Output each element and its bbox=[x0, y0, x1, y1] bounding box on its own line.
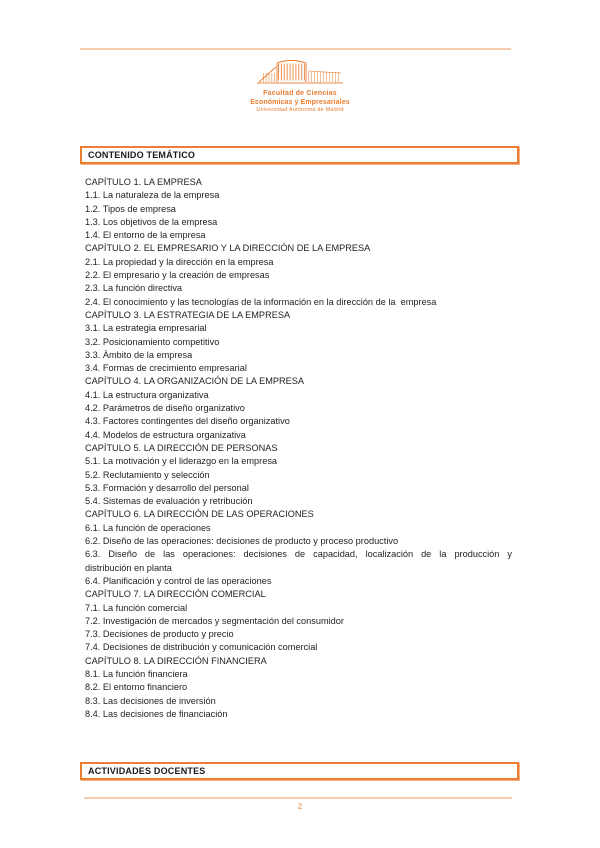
section-header-actividades-docentes bbox=[80, 762, 519, 780]
chapter-heading-line: CAPÍTULO 8. LA DIRECCIÓN FINANCIERA bbox=[85, 655, 267, 666]
topic-line: 6.1. La función de operaciones bbox=[85, 522, 211, 533]
logo-line-1: Facultad de Ciencias bbox=[263, 90, 337, 97]
topic-line: 6.3. Diseño de las operaciones: decisiones de capacidad, localización de la producción y bbox=[85, 549, 512, 560]
topic-line: 8.4. Las decisiones de financiación bbox=[85, 708, 228, 719]
faculty-logo-text bbox=[0, 90, 600, 114]
topic-line: 1.2. Tipos de empresa bbox=[85, 203, 176, 214]
topic-line: 8.2. El entorno financiero bbox=[85, 682, 188, 693]
topic-line: 8.1. La función financiera bbox=[85, 668, 188, 679]
topic-line: 7.4. Decisiones de distribución y comunicación comercial bbox=[85, 642, 318, 653]
topic-line: 4.3. Factores contingentes del diseño organizativo bbox=[85, 416, 290, 427]
topic-line: 3.3. Ámbito de la empresa bbox=[85, 349, 193, 360]
topic-line: distribución en planta bbox=[85, 562, 172, 573]
chapter-heading-line: CAPÍTULO 6. LA DIRECCIÓN DE LAS OPERACIONES bbox=[85, 509, 314, 520]
topic-line: 6.4. Planificación y control de las operaciones bbox=[85, 575, 272, 586]
topic-line: 1.1. La naturaleza de la empresa bbox=[85, 190, 220, 201]
chapter-heading-line: CAPÍTULO 7. LA DIRECCIÓN COMERCIAL bbox=[85, 589, 266, 600]
topic-line: 1.3. Los objetivos de la empresa bbox=[85, 216, 218, 227]
topic-line: 5.1. La motivación y el liderazgo en la empresa bbox=[85, 456, 278, 467]
header-divider bbox=[80, 48, 511, 50]
topic-line: 3.1. La estrategia empresarial bbox=[85, 323, 207, 334]
topic-line: 8.3. Las decisiones de inversión bbox=[85, 695, 216, 706]
university-building-icon bbox=[0, 56, 600, 90]
topic-line: 2.4. El conocimiento y las tecnologías de la información en la dirección de la empresa bbox=[85, 296, 437, 307]
footer-divider bbox=[84, 797, 512, 799]
logo-line-2: Económicas y Empresariales bbox=[250, 98, 350, 106]
section-header-contenido-tematico bbox=[80, 146, 519, 164]
content-list bbox=[85, 176, 512, 721]
topic-line: 4.1. La estructura organizativa bbox=[85, 389, 209, 400]
topic-line: 3.4. Formas de crecimiento empresarial bbox=[85, 363, 247, 374]
topic-line: 6.2. Diseño de las operaciones: decisiones de producto y proceso productivo bbox=[85, 536, 399, 547]
chapter-heading-line: CAPÍTULO 4. LA ORGANIZACIÓN DE LA EMPRESA bbox=[85, 376, 305, 387]
chapter-heading-line: CAPÍTULO 2. EL EMPRESARIO Y LA DIRECCIÓN DE LA EMPRESA bbox=[85, 243, 371, 254]
topic-line: 7.2. Investigación de mercados y segmentación del consumidor bbox=[85, 615, 344, 626]
topic-line: 4.4. Modelos de estructura organizativa bbox=[85, 429, 246, 440]
topic-line: 1.4. El entorno de la empresa bbox=[85, 230, 206, 241]
faculty-logo bbox=[0, 56, 600, 114]
topic-line: 7.1. La función comercial bbox=[85, 602, 188, 613]
chapter-heading-line: CAPÍTULO 5. LA DIRECCIÓN DE PERSONAS bbox=[85, 442, 278, 453]
topic-line: 4.2. Parámetros de diseño organizativo bbox=[85, 403, 245, 414]
chapter-heading-line: CAPÍTULO 3. LA ESTRATEGIA DE LA EMPRESA bbox=[85, 309, 291, 320]
topic-line: 3.2. Posicionamiento competitivo bbox=[85, 336, 220, 347]
page-number: 2 bbox=[297, 801, 303, 811]
topic-line: 2.1. La propiedad y la dirección en la empresa bbox=[85, 256, 274, 267]
topic-line: 2.2. El empresario y la creación de empresas bbox=[85, 270, 270, 281]
topic-line: 5.2. Reclutamiento y selección bbox=[85, 469, 210, 480]
section-title: ACTIVIDADES DOCENTES bbox=[88, 766, 206, 776]
topic-line: 2.3. La función directiva bbox=[85, 283, 183, 294]
logo-line-3: Universidad Autónoma de Madrid bbox=[256, 107, 344, 114]
chapter-heading-line: CAPÍTULO 1. LA EMPRESA bbox=[85, 177, 202, 187]
topic-line: 5.4. Sistemas de evaluación y retribución bbox=[85, 496, 253, 507]
topic-line: 5.3. Formación y desarrollo del personal bbox=[85, 482, 249, 493]
section-title: CONTENIDO TEMÁTICO bbox=[88, 150, 196, 160]
topic-line: 7.3. Decisiones de producto y precio bbox=[85, 629, 234, 640]
